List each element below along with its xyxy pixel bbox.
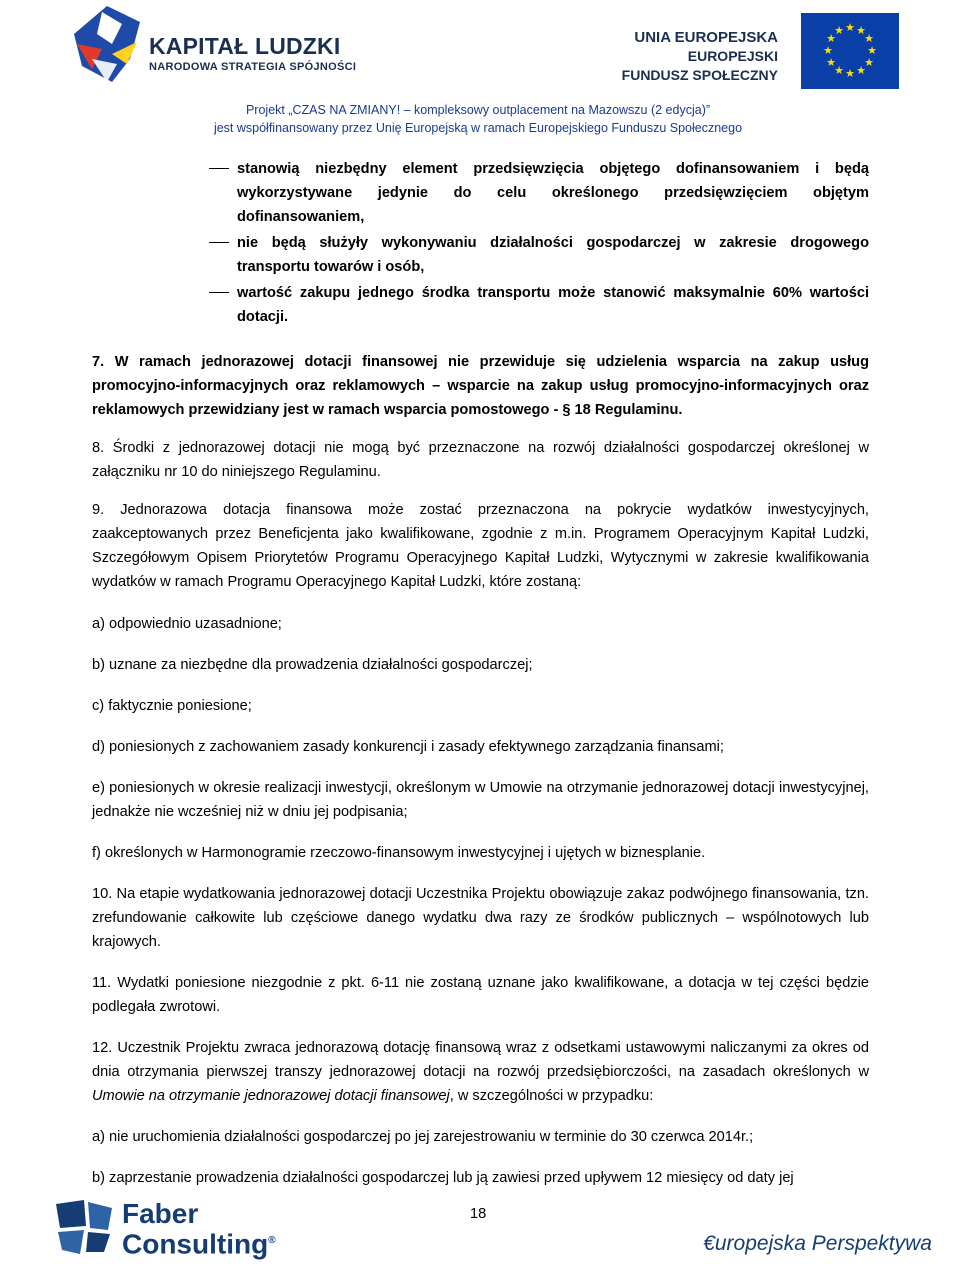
item-12b: b) zaprzestanie prowadzenia działalności gospodarczej lub ją zawiesi przed upływem 12 miesięcy od daty jej bbox=[92, 1170, 794, 1186]
svg-text:★: ★ bbox=[864, 32, 874, 45]
svg-text:★: ★ bbox=[845, 67, 855, 80]
bullet-text: nie będą służyły wykonywaniu działalności gospodarczej w zakresie drogowego transportu towarów i osób, bbox=[237, 235, 869, 275]
kapital-ludzki-title: KAPITAŁ LUDZKI bbox=[149, 33, 341, 59]
agreement-title: Umowie na otrzymanie jednorazowej dotacji finansowej bbox=[92, 1088, 450, 1104]
bullet-list bbox=[237, 157, 869, 329]
svg-text:★: ★ bbox=[864, 56, 874, 69]
bullet-item bbox=[237, 231, 869, 279]
svg-text:★: ★ bbox=[856, 24, 866, 37]
project-cofinance: jest współfinansowany przez Unię Europejską w ramach Europejskiego Funduszu Społecznego bbox=[213, 121, 743, 135]
svg-text:★: ★ bbox=[856, 64, 866, 77]
svg-text:★: ★ bbox=[834, 24, 844, 37]
faber-consulting-logo-icon bbox=[54, 1200, 116, 1254]
eu-flag-icon bbox=[801, 13, 899, 89]
paragraph-8: 8. Środki z jednorazowej dotacji nie mogą być przeznaczone na rozwój działalności gospodarczej określonej w załączniku nr 10 do niniejszego Regulaminu. bbox=[92, 440, 869, 480]
consulting-line bbox=[122, 1227, 276, 1260]
svg-text:★: ★ bbox=[867, 44, 877, 57]
kapital-ludzki-logo bbox=[72, 4, 142, 84]
paragraph-11: 11. Wydatki poniesione niezgodnie z pkt. 6-11 nie zostaną uznane jako kwalifikowane, a dotacja w tej części będzie podlegała zwrotowi. bbox=[92, 975, 869, 1015]
eu-line-2: EUROPEJSKI bbox=[687, 48, 778, 64]
consulting-text: Consulting bbox=[122, 1228, 269, 1260]
svg-text:★: ★ bbox=[823, 44, 833, 57]
europejska-perspektywa-logo: €uropejska Perspektywa bbox=[703, 1232, 932, 1255]
paragraph-12-tail: , w szczególności w przypadku: bbox=[449, 1088, 654, 1104]
faber-consulting-wordmark bbox=[122, 1198, 276, 1260]
eu-line-3: FUNDUSZ SPOŁECZNY bbox=[621, 67, 778, 83]
bullet-text: wartość zakupu jednego środka transportu może stanowić maksymalnie 60% wartości dotacji. bbox=[237, 285, 869, 325]
faber-line: Faber bbox=[122, 1198, 199, 1229]
eu-text-block bbox=[622, 28, 778, 85]
paragraph-7: 7. W ramach jednorazowej dotacji finansowej nie przewiduje się udzielenia wsparcia na zakup usług promocyjno-informacyjnych oraz reklamowych – wsparcie na zakup usług promocyjno-informacyjnych oraz reklamowych przewidziany jest w ramach wsparcia pomostowego - § 18 Regulaminu. bbox=[92, 354, 869, 418]
item-a: a) odpowiednio uzasadnione; bbox=[92, 616, 282, 632]
svg-text:★: ★ bbox=[834, 64, 844, 77]
bullet-item bbox=[237, 281, 869, 329]
paragraph-10: 10. Na etapie wydatkowania jednorazowej dotacji Uczestnika Projektu obowiązuje zakaz podwójnego finansowania, tzn. zrefundowanie całkowite lub częściowe danego wydatku dwa razy ze środków publicznych – wspólnotowych lub krajowych. bbox=[92, 886, 869, 950]
svg-text:★: ★ bbox=[826, 32, 836, 45]
svg-text:★: ★ bbox=[845, 21, 855, 34]
kapital-ludzki-subtitle: NARODOWA STRATEGIA SPÓJNOŚCI bbox=[149, 61, 357, 73]
paragraph-12-text: 12. Uczestnik Projektu zwraca jednorazową dotację finansową wraz z odsetkami ustawowymi naliczanymi za okres od dnia otrzymania pierwszej transzy jednorazowej dotacji na rozwój przedsiębiorczości, na zasadach określonych w bbox=[92, 1040, 869, 1080]
eu-line-1: UNIA EUROPEJSKA bbox=[634, 29, 778, 46]
item-e: e) poniesionych w okresie realizacji inwestycji, określonym w Umowie na otrzymanie jednorazowej dotacji inwestycyjnej, jednakże nie wcześniej niż w dniu jej podpisania; bbox=[92, 780, 869, 820]
project-title: Projekt „CZAS NA ZMIANY! – kompleksowy outplacement na Mazowszu (2 edycja)” bbox=[245, 103, 711, 117]
paragraph-9: 9. Jednorazowa dotacja finansowa może zostać przeznaczona na pokrycie wydatków inwestycyjnych, zaakceptowanych przez Beneficjenta jako kwalifikowane, zgodnie z m.in. Programem Operacyjnym Kapitał Ludzki, Szczegółowym Opisem Priorytetów Programu Operacyjnego Kapitał Ludzki, Wytycznymi w zakresie kwalifikowania wydatków w ramach Programu Operacyjnego Kapitał Ludzki, które zostaną: bbox=[92, 502, 869, 590]
dash-icon bbox=[209, 168, 229, 169]
page-header bbox=[0, 0, 960, 142]
document-body bbox=[92, 157, 869, 1190]
item-c: c) faktycznie poniesione; bbox=[92, 698, 252, 714]
item-b: b) uznane za niezbędne dla prowadzenia działalności gospodarczej; bbox=[92, 657, 533, 673]
item-f: f) określonych w Harmonogramie rzeczowo-finansowym inwestycyjnej i ujętych w biznesplanie. bbox=[92, 845, 706, 861]
item-d: d) poniesionych z zachowaniem zasady konkurencji i zasady efektywnego zarządzania finansami; bbox=[92, 739, 724, 755]
page-number: 18 bbox=[470, 1206, 487, 1222]
paragraph-12 bbox=[92, 1036, 869, 1108]
item-12a: a) nie uruchomienia działalności gospodarczej po jej zarejestrowaniu w terminie do 30 czerwca 2014r.; bbox=[92, 1129, 754, 1145]
bullet-item bbox=[237, 157, 869, 229]
bullet-text: stanowią niezbędny element przedsięwzięcia objętego dofinansowaniem i będą wykorzystywane jedynie do celu określonego przedsięwzięciem objętym dofinansowaniem, bbox=[237, 161, 869, 225]
svg-text:★: ★ bbox=[826, 56, 836, 69]
dash-icon bbox=[209, 242, 229, 243]
dash-icon bbox=[209, 292, 229, 293]
registered-mark: ® bbox=[268, 1235, 276, 1246]
